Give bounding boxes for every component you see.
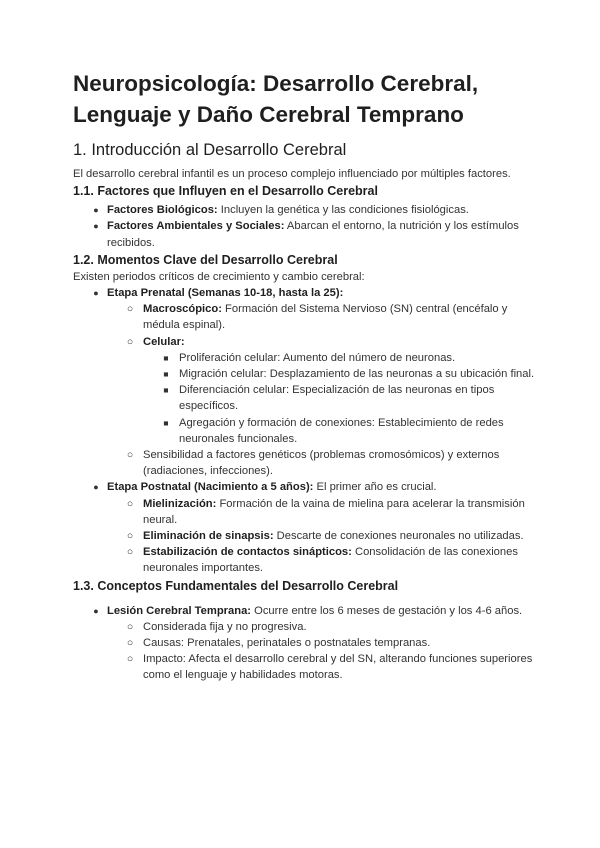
bullet-circle-icon: ○ — [126, 530, 134, 543]
bullet-circle-icon: ○ — [126, 620, 134, 633]
list-item — [107, 447, 543, 479]
item-text: Ocurre entre los 6 meses de gestación y los 4-6 años. — [251, 604, 523, 617]
item-term: Mielinización: — [143, 497, 217, 510]
item-text: Sensibilidad a factores genéticos (problemas cromosómicos) y externos (radiaciones, infecciones). — [143, 449, 500, 478]
list-item — [107, 528, 543, 544]
item-text: Agregación y formación de conexiones: Establecimiento de redes neuronales funcionales. — [179, 416, 504, 445]
list-item — [143, 350, 543, 366]
section-1-intro: El desarrollo cerebral infantil es un proceso complejo influenciado por múltiples factores. — [73, 168, 511, 180]
item-text: Considerada fija y no progresiva. — [143, 620, 307, 633]
bullet-square-icon: ■ — [163, 417, 169, 428]
bullet-disc-icon: ● — [93, 482, 99, 493]
prenatal-sublist — [107, 301, 543, 479]
list-item — [107, 334, 543, 447]
list-item — [107, 651, 543, 683]
section-1-3-heading: 1.3. Conceptos Fundamentales del Desarrollo Cerebral — [73, 578, 399, 593]
document-title: Neuropsicología: Desarrollo Cerebral, Lenguaje y Daño Cerebral Temprano — [73, 71, 479, 127]
list-item — [107, 635, 543, 651]
section-1-2-heading: 1.2. Momentos Clave del Desarrollo Cerebral — [73, 252, 338, 267]
section-1-1-heading: 1.1. Factores que Influyen en el Desarrollo Cerebral — [73, 184, 378, 199]
item-term: Celular: — [143, 335, 185, 348]
list-item — [107, 301, 543, 333]
bullet-square-icon: ■ — [163, 369, 169, 380]
list-item — [143, 415, 543, 447]
bullet-square-icon: ■ — [163, 352, 169, 363]
item-term: Estabilización de contactos sinápticos: — [143, 546, 352, 559]
item-text: Formación del Sistema Nervioso (SN) central (encéfalo y médula espinal). — [143, 303, 508, 332]
bullet-circle-icon: ○ — [126, 637, 134, 650]
bullet-circle-icon: ○ — [126, 449, 134, 462]
item-text: Formación de la vaina de mielina para acelerar la transmisión neural. — [143, 497, 525, 526]
item-term: Etapa Prenatal (Semanas 10-18, hasta la 25): — [107, 287, 344, 300]
bullet-disc-icon: ● — [93, 221, 99, 232]
item-text: Consolidación de las conexiones neuronales importantes. — [143, 546, 518, 575]
bullet-circle-icon: ○ — [126, 653, 134, 666]
section-1-2-intro: Existen periodos críticos de crecimiento y cambio cerebral: — [73, 270, 365, 283]
item-text: Proliferación celular: Aumento del número de neuronas. — [179, 351, 456, 364]
concepts-list — [73, 603, 543, 684]
celular-sublist — [143, 350, 543, 447]
list-item — [73, 218, 543, 250]
item-term: Lesión Cerebral Temprana: — [107, 604, 252, 617]
item-term: Eliminación de sinapsis: — [143, 530, 274, 543]
section-1-heading: 1. Introducción al Desarrollo Cerebral — [73, 141, 347, 159]
factors-list — [73, 202, 543, 251]
list-item — [107, 619, 543, 635]
list-item — [143, 382, 543, 414]
bullet-circle-icon: ○ — [126, 303, 134, 316]
item-text: Incluyen la genética y las condiciones fisiológicas. — [217, 204, 469, 217]
postnatal-sublist — [107, 496, 543, 577]
bullet-circle-icon: ○ — [126, 335, 134, 348]
document-content — [73, 68, 543, 684]
item-text: El primer año es crucial. — [313, 481, 437, 494]
item-text: Migración celular: Desplazamiento de las neuronas a su ubicación final. — [179, 368, 535, 381]
list-item — [73, 202, 543, 218]
item-term: Factores Ambientales y Sociales: — [107, 220, 285, 233]
bullet-disc-icon: ● — [93, 288, 99, 299]
item-text: Diferenciación celular: Especialización de las neuronas en tipos específicos. — [179, 384, 495, 413]
item-text: Causas: Prenatales, perinatales o postnatales tempranas. — [143, 637, 431, 650]
bullet-square-icon: ■ — [163, 385, 169, 396]
item-term: Macroscópico: — [143, 303, 222, 316]
list-item-postnatal — [73, 479, 543, 576]
item-text: Abarcan el entorno, la nutrición y los estímulos recibidos. — [107, 220, 519, 249]
bullet-disc-icon: ● — [93, 205, 99, 216]
list-item — [107, 544, 543, 576]
bullet-circle-icon: ○ — [126, 497, 134, 510]
list-item-prenatal — [73, 285, 543, 479]
list-item — [143, 366, 543, 382]
list-item-lesion — [73, 603, 543, 684]
bullet-disc-icon: ● — [93, 605, 99, 616]
lesion-sublist — [107, 619, 543, 684]
bullet-circle-icon: ○ — [126, 546, 134, 559]
item-term: Factores Biológicos: — [107, 204, 218, 217]
item-text: Descarte de conexiones neuronales no utilizadas. — [273, 530, 524, 543]
list-item — [107, 496, 543, 528]
item-term: Etapa Postnatal (Nacimiento a 5 años): — [107, 481, 314, 494]
item-text: Impacto: Afecta el desarrollo cerebral y del SN, alterando funciones superiores como el lenguaje y habilidades motoras. — [143, 653, 533, 682]
stages-list — [73, 285, 543, 577]
